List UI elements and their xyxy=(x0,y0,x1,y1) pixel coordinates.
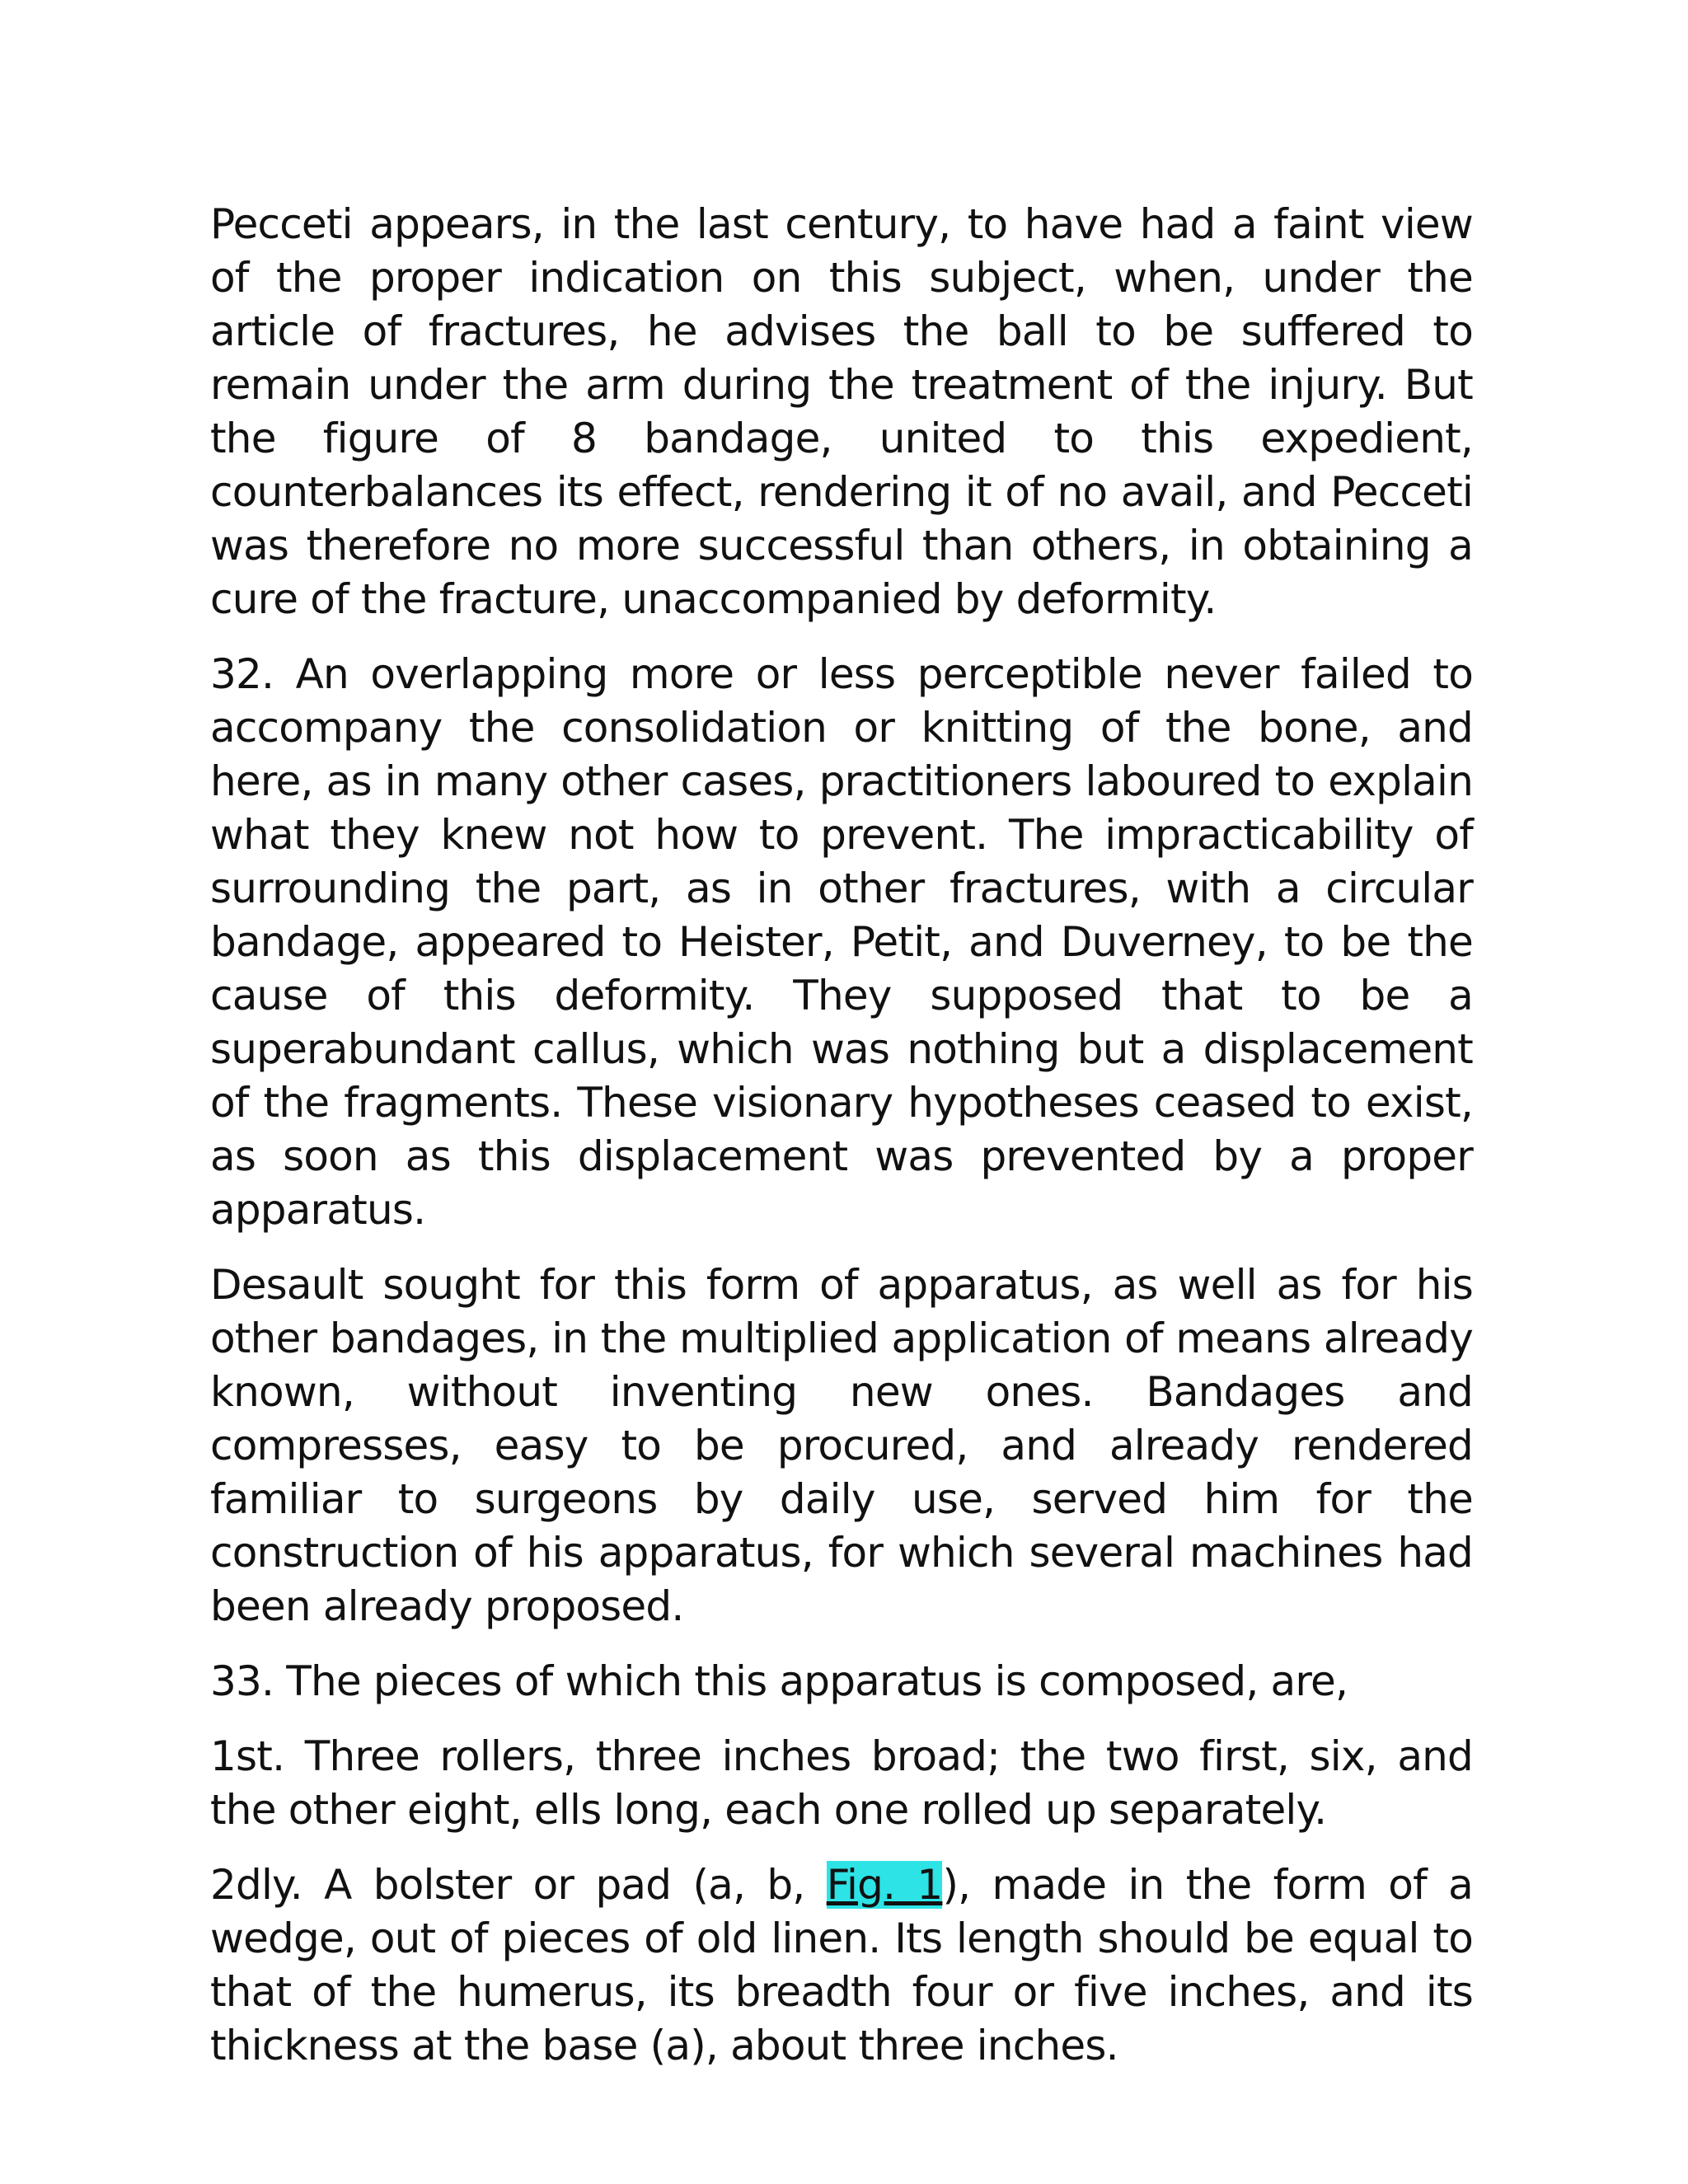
paragraph-second-bolster-text-end: ), made in the form of a wedge, out of pieces of old linen. Its length should be equal to that of the humerus, its breadth four or five inches, and its thickness at the base (a), about three inches. xyxy=(210,1861,1473,2069)
paragraph-first-rollers: 1st. Three rollers, three inches broad; the two first, six, and the other eight, ells long, each one rolled up separately. xyxy=(210,1732,1473,1834)
paragraph-desault: Desault sought for this form of apparatus, as well as for his other bandages, in the multiplied application of means already known, without inventing new ones. Bandages and compresses, easy to be procured, and already rendered familiar to surgeons by daily use, served him for the construction of his apparatus, for which several machines had been already proposed. xyxy=(210,1261,1473,1630)
paragraph-second-bolster-text-start: 2dly. A bolster or pad (a, b, xyxy=(210,1861,827,1909)
paragraph-second-bolster xyxy=(210,1858,1473,2073)
document-page xyxy=(210,198,1473,2094)
paragraph-pecceti: Pecceti appears, in the last century, to have had a faint view of the proper indication on this subject, when, under the article of fractures, he advises the ball to be suffered to remain under the arm during the treatment of the injury. But the figure of 8 bandage, united to this expedient, counterbalances its effect, rendering it of no avail, and Pecceti was therefore no more successful than others, in obtaining a cure of the fracture, unaccompanied by deformity. xyxy=(210,200,1473,623)
paragraph-32-overlapping: 32. An overlapping more or less perceptible never failed to accompany the consolidation or knitting of the bone, and here, as in many other cases, practitioners laboured to explain what they knew not how to prevent. The impracticability of surrounding the part, as in other fractures, with a circular bandage, appeared to Heister, Petit, and Duverney, to be the cause of this deformity. They supposed that to be a superabundant callus, which was nothing but a displacement of the fragments. These visionary hypotheses ceased to exist, as soon as this displacement was prevented by a proper apparatus. xyxy=(210,650,1473,1234)
paragraph-33-pieces: 33. The pieces of which this apparatus is composed, are, xyxy=(210,1657,1348,1705)
figure-1-link[interactable]: Fig. 1 xyxy=(826,1861,943,1909)
